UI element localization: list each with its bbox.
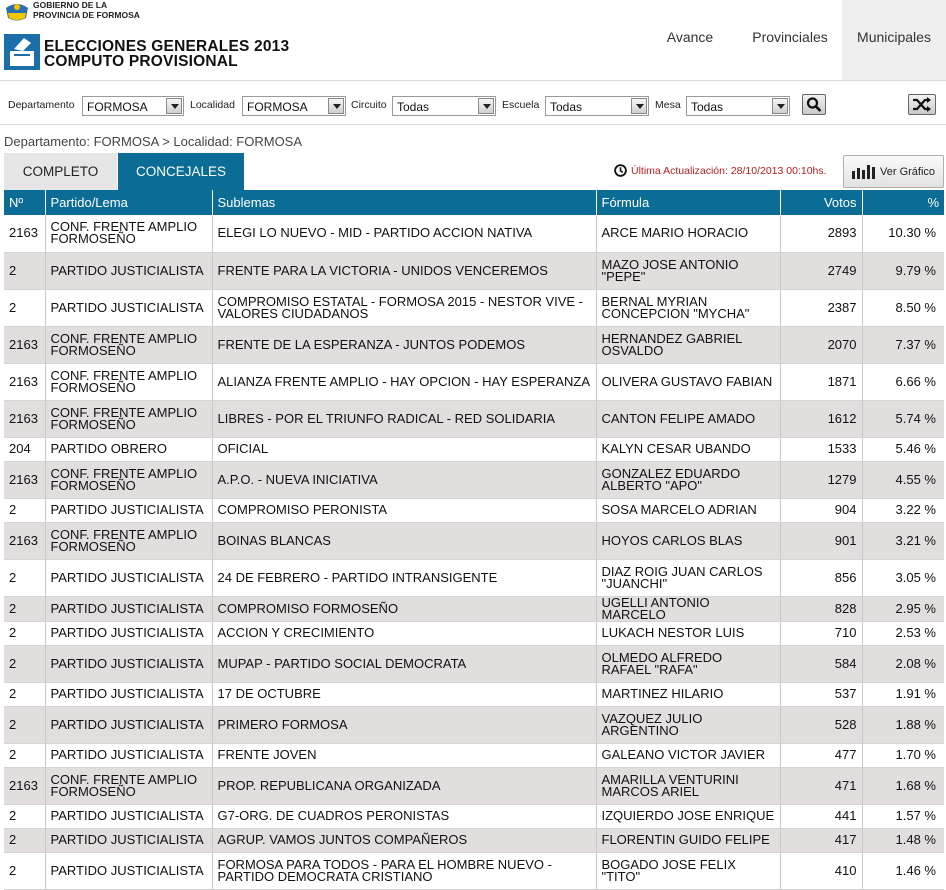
provincial-shield-icon xyxy=(4,0,30,22)
cell-porcentaje: 3.21 % xyxy=(862,522,944,559)
last-update xyxy=(614,164,827,177)
cell-formula: AMARILLA VENTURINI MARCOS ARIEL xyxy=(596,767,780,804)
cell-porcentaje: 6.66 % xyxy=(862,363,944,400)
cell-sublema: AGRUP. VAMOS JUNTOS COMPAÑEROS xyxy=(212,828,596,852)
cell-sublema: FRENTE JOVEN xyxy=(212,743,596,767)
last-update-text: Última Actualización: 28/10/2013 00:10hs. xyxy=(631,164,827,177)
cell-sublema: FRENTE PARA LA VICTORIA - UNIDOS VENCEREMOS xyxy=(212,252,596,289)
cell-partido: CONF. FRENTE AMPLIO FORMOSEÑO xyxy=(45,326,212,363)
cell-porcentaje: 2.53 % xyxy=(862,621,944,645)
breadcrumb: Departamento: FORMOSA > Localidad: FORMOSA xyxy=(4,134,303,149)
clock-icon xyxy=(614,164,627,177)
cell-votos: 1533 xyxy=(780,437,862,461)
cell-sublema: 17 DE OCTUBRE xyxy=(212,682,596,706)
table-row[interactable] xyxy=(4,498,944,522)
cell-formula: GONZALEZ EDUARDO ALBERTO "APO" xyxy=(596,461,780,498)
cell-sublema: MUPAP - PARTIDO SOCIAL DEMOCRATA xyxy=(212,645,596,682)
cell-votos: 1279 xyxy=(780,461,862,498)
table-row[interactable] xyxy=(4,682,944,706)
results-table xyxy=(4,190,944,890)
table-row[interactable] xyxy=(4,363,944,400)
cell-porcentaje: 3.05 % xyxy=(862,559,944,596)
cell-numero: 2 xyxy=(4,743,45,767)
cell-porcentaje: 5.74 % xyxy=(862,400,944,437)
cell-votos: 901 xyxy=(780,522,862,559)
table-row[interactable] xyxy=(4,461,944,498)
cell-formula: GALEANO VICTOR JAVIER xyxy=(596,743,780,767)
tab-concejales[interactable]: CONCEJALES xyxy=(118,153,244,190)
cell-votos: 537 xyxy=(780,682,862,706)
nav-municipales[interactable]: Municipales xyxy=(842,0,946,80)
cell-sublema: A.P.O. - NUEVA INICIATIVA xyxy=(212,461,596,498)
table-row[interactable] xyxy=(4,596,944,621)
cell-partido: PARTIDO JUSTICIALISTA xyxy=(45,682,212,706)
cell-numero: 2 xyxy=(4,804,45,828)
col-header-formula[interactable]: Fórmula xyxy=(596,190,780,215)
mesa-select[interactable] xyxy=(686,96,790,116)
view-chart-label: Ver Gráfico xyxy=(880,166,936,178)
cell-numero: 2 xyxy=(4,289,45,326)
cell-votos: 710 xyxy=(780,621,862,645)
cell-porcentaje: 1.88 % xyxy=(862,706,944,743)
cell-sublema: PROP. REPUBLICANA ORGANIZADA xyxy=(212,767,596,804)
cell-partido: PARTIDO JUSTICIALISTA xyxy=(45,706,212,743)
cell-votos: 584 xyxy=(780,645,862,682)
cell-porcentaje: 1.46 % xyxy=(862,852,944,889)
cell-numero: 2 xyxy=(4,828,45,852)
cell-sublema: ALIANZA FRENTE AMPLIO - HAY OPCION - HAY ESPERANZA xyxy=(212,363,596,400)
cell-porcentaje: 2.08 % xyxy=(862,645,944,682)
cell-numero: 2163 xyxy=(4,461,45,498)
cell-formula: OLIVERA GUSTAVO FABIAN xyxy=(596,363,780,400)
cell-porcentaje: 1.68 % xyxy=(862,767,944,804)
cell-formula: BOGADO JOSE FELIX "TITO" xyxy=(596,852,780,889)
chevron-down-icon[interactable] xyxy=(772,98,788,114)
circuito-value: Todas xyxy=(397,100,430,114)
cell-partido: CONF. FRENTE AMPLIO FORMOSEÑO xyxy=(45,767,212,804)
cell-sublema: BOINAS BLANCAS xyxy=(212,522,596,559)
cell-sublema: G7-ORG. DE CUADROS PERONISTAS xyxy=(212,804,596,828)
app-title xyxy=(44,39,289,69)
table-row[interactable] xyxy=(4,215,944,252)
cell-formula: HERNANDEZ GABRIEL OSVALDO xyxy=(596,326,780,363)
cell-sublema: FORMOSA PARA TODOS - PARA EL HOMBRE NUEVO - PARTIDO DEMOCRATA CRISTIANO xyxy=(212,852,596,889)
table-row[interactable] xyxy=(4,852,944,889)
departamento-value: FORMOSA xyxy=(87,100,148,114)
cell-formula: IZQUIERDO JOSE ENRIQUE xyxy=(596,804,780,828)
filter-bar xyxy=(8,94,938,118)
cell-votos: 417 xyxy=(780,828,862,852)
table-row[interactable] xyxy=(4,252,944,289)
mesa-value: Todas xyxy=(691,100,724,114)
cell-votos: 477 xyxy=(780,743,862,767)
cell-sublema: PRIMERO FORMOSA xyxy=(212,706,596,743)
cell-partido: PARTIDO JUSTICIALISTA xyxy=(45,645,212,682)
cell-numero: 2 xyxy=(4,682,45,706)
chevron-down-icon[interactable] xyxy=(478,98,494,114)
cell-formula: ARCE MARIO HORACIO xyxy=(596,215,780,252)
cell-votos: 1612 xyxy=(780,400,862,437)
escuela-select[interactable] xyxy=(545,96,649,116)
cell-sublema: LIBRES - POR EL TRIUNFO RADICAL - RED SOLIDARIA xyxy=(212,400,596,437)
cell-formula: VAZQUEZ JULIO ARGENTINO xyxy=(596,706,780,743)
cell-porcentaje: 9.79 % xyxy=(862,252,944,289)
localidad-value: FORMOSA xyxy=(247,100,308,114)
cell-porcentaje: 8.50 % xyxy=(862,289,944,326)
chevron-down-icon[interactable] xyxy=(166,98,182,114)
cell-sublema: COMPROMISO FORMOSEÑO xyxy=(212,596,596,621)
cell-formula: FLORENTIN GUIDO FELIPE xyxy=(596,828,780,852)
shuffle-icon xyxy=(912,97,932,112)
cell-sublema: OFICIAL xyxy=(212,437,596,461)
cell-votos: 2387 xyxy=(780,289,862,326)
cell-sublema: FRENTE DE LA ESPERANZA - JUNTOS PODEMOS xyxy=(212,326,596,363)
cell-numero: 2163 xyxy=(4,767,45,804)
cell-votos: 471 xyxy=(780,767,862,804)
cell-votos: 2893 xyxy=(780,215,862,252)
table-row[interactable] xyxy=(4,326,944,363)
cell-porcentaje: 5.46 % xyxy=(862,437,944,461)
table-row[interactable] xyxy=(4,804,944,828)
cell-partido: PARTIDO JUSTICIALISTA xyxy=(45,804,212,828)
mesa-label: Mesa xyxy=(655,99,681,111)
table-row[interactable] xyxy=(4,559,944,596)
cell-formula: UGELLI ANTONIO MARCELO xyxy=(596,596,780,621)
cell-partido: CONF. FRENTE AMPLIO FORMOSEÑO xyxy=(45,215,212,252)
header-divider xyxy=(0,80,946,81)
cell-numero: 2 xyxy=(4,498,45,522)
ballot-box-icon xyxy=(4,34,40,70)
cell-formula: KALYN CESAR UBANDO xyxy=(596,437,780,461)
cell-porcentaje: 2.95 % xyxy=(862,596,944,621)
cell-porcentaje: 1.91 % xyxy=(862,682,944,706)
cell-partido: PARTIDO JUSTICIALISTA xyxy=(45,252,212,289)
gov-name-line2: PROVINCIA DE FORMOSA xyxy=(33,9,140,20)
cell-partido: PARTIDO JUSTICIALISTA xyxy=(45,743,212,767)
cell-votos: 828 xyxy=(780,596,862,621)
col-header-partido[interactable]: Partido/Lema xyxy=(45,190,212,215)
cell-votos: 528 xyxy=(780,706,862,743)
cell-partido: CONF. FRENTE AMPLIO FORMOSEÑO xyxy=(45,400,212,437)
cell-sublema: COMPROMISO ESTATAL - FORMOSA 2015 - NESTOR VIVE - VALORES CIUDADANOS xyxy=(212,289,596,326)
table-row[interactable] xyxy=(4,743,944,767)
cell-votos: 410 xyxy=(780,852,862,889)
chevron-down-icon[interactable] xyxy=(328,98,344,114)
cell-formula: CANTON FELIPE AMADO xyxy=(596,400,780,437)
shuffle-button[interactable] xyxy=(908,94,936,115)
col-header-porcentaje[interactable]: % xyxy=(862,190,944,215)
cell-partido: PARTIDO JUSTICIALISTA xyxy=(45,289,212,326)
cell-numero: 2163 xyxy=(4,522,45,559)
cell-numero: 2 xyxy=(4,252,45,289)
cell-sublema: ACCION Y CRECIMIENTO xyxy=(212,621,596,645)
cell-porcentaje: 7.37 % xyxy=(862,326,944,363)
cell-partido: CONF. FRENTE AMPLIO FORMOSEÑO xyxy=(45,461,212,498)
cell-partido: PARTIDO JUSTICIALISTA xyxy=(45,596,212,621)
cell-formula: OLMEDO ALFREDO RAFAEL "RAFA" xyxy=(596,645,780,682)
search-button[interactable] xyxy=(802,94,826,115)
government-logo xyxy=(4,0,140,24)
table-row[interactable] xyxy=(4,289,944,326)
cell-numero: 2 xyxy=(4,621,45,645)
cell-formula: BERNAL MYRIAN CONCEPCION "MYCHA" xyxy=(596,289,780,326)
cell-partido: PARTIDO JUSTICIALISTA xyxy=(45,559,212,596)
cell-numero: 2 xyxy=(4,645,45,682)
cell-numero: 204 xyxy=(4,437,45,461)
cell-partido: PARTIDO JUSTICIALISTA xyxy=(45,498,212,522)
cell-porcentaje: 3.22 % xyxy=(862,498,944,522)
cell-votos: 1871 xyxy=(780,363,862,400)
cell-partido: PARTIDO OBRERO xyxy=(45,437,212,461)
table-row[interactable] xyxy=(4,767,944,804)
view-chart-button[interactable] xyxy=(843,155,944,188)
cell-porcentaje: 10.30 % xyxy=(862,215,944,252)
table-row[interactable] xyxy=(4,522,944,559)
col-header-votos[interactable]: Votos xyxy=(780,190,862,215)
departamento-label: Departamento xyxy=(8,99,75,111)
cell-formula: SOSA MARCELO ADRIAN xyxy=(596,498,780,522)
cell-numero: 2163 xyxy=(4,400,45,437)
cell-formula: MAZO JOSE ANTONIO "PEPE" xyxy=(596,252,780,289)
cell-numero: 2 xyxy=(4,852,45,889)
cell-partido: PARTIDO JUSTICIALISTA xyxy=(45,621,212,645)
col-header-sublemas[interactable]: Sublemas xyxy=(212,190,596,215)
cell-numero: 2163 xyxy=(4,215,45,252)
tab-completo[interactable]: COMPLETO xyxy=(4,153,117,190)
escuela-label: Escuela xyxy=(502,99,540,111)
circuito-select[interactable] xyxy=(392,96,496,116)
main-nav xyxy=(642,0,946,80)
table-row[interactable] xyxy=(4,645,944,682)
cell-sublema: ELEGI LO NUEVO - MID - PARTIDO ACCION NATIVA xyxy=(212,215,596,252)
table-header-row xyxy=(4,190,944,215)
cell-formula: HOYOS CARLOS BLAS xyxy=(596,522,780,559)
chevron-down-icon[interactable] xyxy=(631,98,647,114)
search-icon xyxy=(806,97,822,112)
cell-partido: CONF. FRENTE AMPLIO FORMOSEÑO xyxy=(45,363,212,400)
gov-name-line1: GOBIERNO DE LA xyxy=(33,0,108,10)
app-title-line2: COMPUTO PROVISIONAL xyxy=(44,53,238,70)
cell-formula: LUKACH NESTOR LUIS xyxy=(596,621,780,645)
cell-porcentaje: 1.48 % xyxy=(862,828,944,852)
cell-partido: CONF. FRENTE AMPLIO FORMOSEÑO xyxy=(45,522,212,559)
cell-votos: 2749 xyxy=(780,252,862,289)
table-row[interactable] xyxy=(4,706,944,743)
cell-porcentaje: 1.70 % xyxy=(862,743,944,767)
table-row[interactable] xyxy=(4,828,944,852)
cell-votos: 441 xyxy=(780,804,862,828)
nav-avance[interactable]: Avance xyxy=(666,29,714,45)
cell-numero: 2 xyxy=(4,596,45,621)
cell-partido: PARTIDO JUSTICIALISTA xyxy=(45,852,212,889)
circuito-label: Circuito xyxy=(351,99,387,111)
cell-formula: MARTINEZ HILARIO xyxy=(596,682,780,706)
cell-formula: DIAZ ROIG JUAN CARLOS "JUANCHI" xyxy=(596,559,780,596)
cell-numero: 2 xyxy=(4,559,45,596)
nav-provinciales[interactable]: Provinciales xyxy=(752,29,828,45)
col-header-numero[interactable]: Nº xyxy=(4,190,45,215)
cell-porcentaje: 4.55 % xyxy=(862,461,944,498)
cell-sublema: COMPROMISO PERONISTA xyxy=(212,498,596,522)
cell-sublema: 24 DE FEBRERO - PARTIDO INTRANSIGENTE xyxy=(212,559,596,596)
localidad-label: Localidad xyxy=(190,99,235,111)
departamento-select[interactable] xyxy=(82,96,184,116)
table-row[interactable] xyxy=(4,437,944,461)
table-row[interactable] xyxy=(4,621,944,645)
cell-numero: 2163 xyxy=(4,326,45,363)
cell-porcentaje: 1.57 % xyxy=(862,804,944,828)
cell-numero: 2163 xyxy=(4,363,45,400)
escuela-value: Todas xyxy=(550,100,583,114)
cell-partido: PARTIDO JUSTICIALISTA xyxy=(45,828,212,852)
cell-votos: 904 xyxy=(780,498,862,522)
filter-divider xyxy=(0,124,946,125)
cell-votos: 856 xyxy=(780,559,862,596)
cell-votos: 2070 xyxy=(780,326,862,363)
cell-numero: 2 xyxy=(4,706,45,743)
table-row[interactable] xyxy=(4,400,944,437)
bar-chart-icon xyxy=(852,165,876,179)
localidad-select[interactable] xyxy=(242,96,346,116)
app-title-line1: ELECCIONES GENERALES 2013 xyxy=(44,38,290,55)
